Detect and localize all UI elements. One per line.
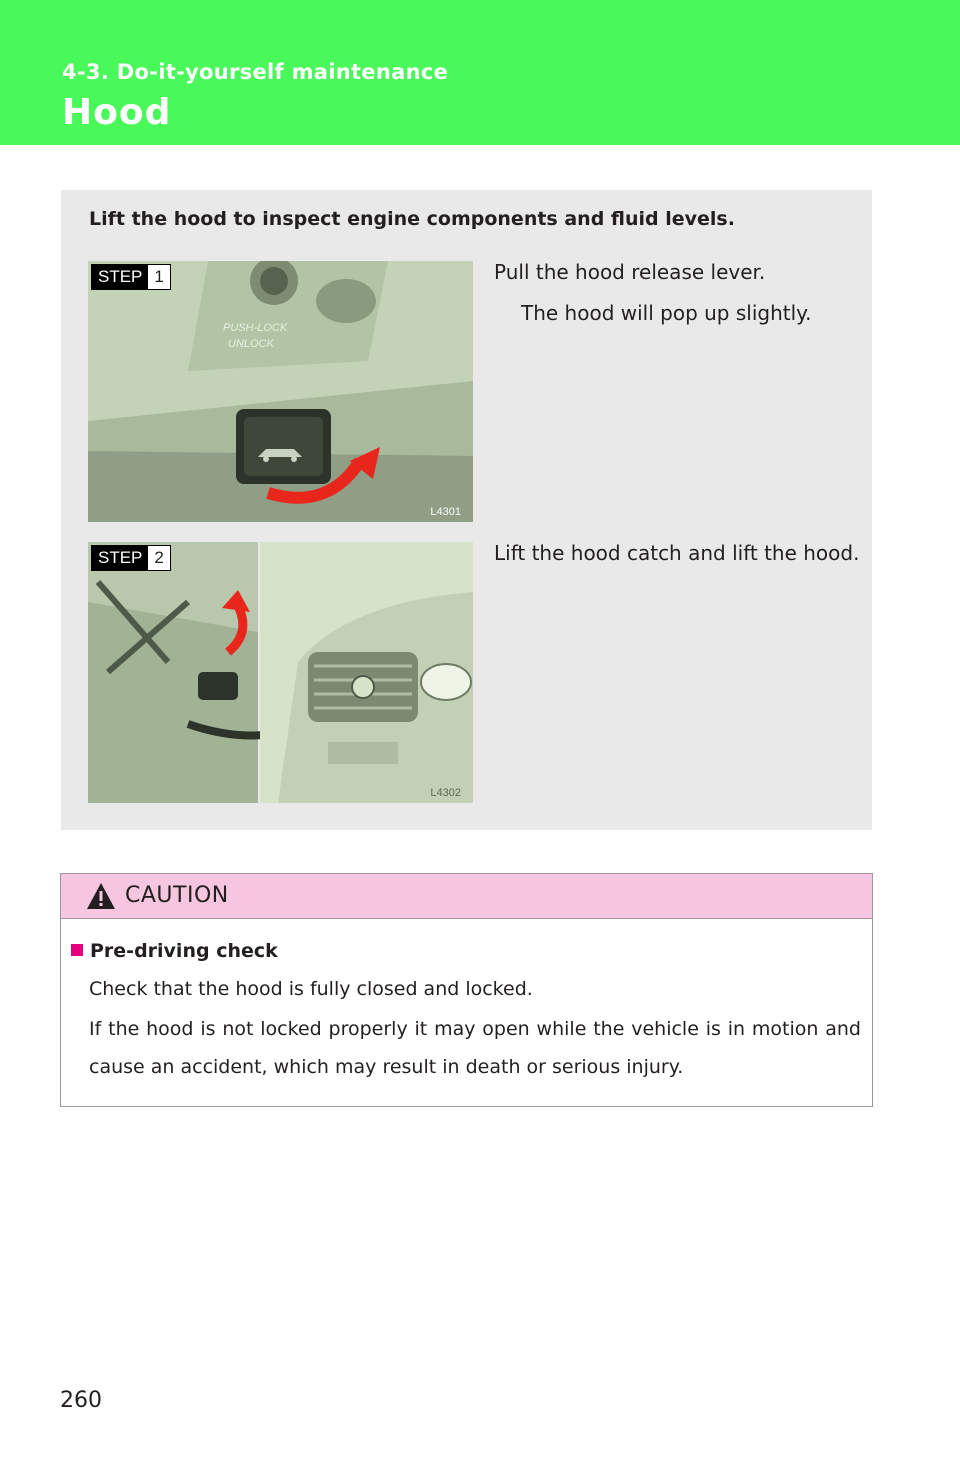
bullet-square-icon <box>71 944 83 956</box>
chapter-header <box>0 0 960 145</box>
step2-text: Lift the hood catch and lift the hood. <box>494 541 860 565</box>
photo-code: L4302 <box>430 787 461 799</box>
step-number: 2 <box>154 548 164 567</box>
photo-code: L4301 <box>430 506 461 518</box>
caution-line-2: If the hood is not locked properly it may open while the vehicle is in motion and cause an accident, which may result in death or serious injury. <box>89 1018 861 1078</box>
caution-title: CAUTION <box>125 883 229 908</box>
caution-item-title <box>71 940 278 962</box>
step-number: 1 <box>154 267 164 286</box>
step1-text: Pull the hood release lever. <box>494 260 766 284</box>
caution-item-title-text: Pre-driving check <box>90 940 278 962</box>
step1-note: The hood will pop up slightly. <box>521 301 812 325</box>
page-number: 260 <box>60 1388 102 1413</box>
step1-photo <box>88 261 473 522</box>
caution-header <box>61 874 872 919</box>
section-label: 4-3. Do-it-yourself maintenance <box>62 60 449 84</box>
procedure-box <box>61 190 872 830</box>
intro-text: Lift the hood to inspect engine components and fluid levels. <box>89 208 735 230</box>
step-word: STEP <box>92 265 148 289</box>
page-title: Hood <box>62 92 172 133</box>
step1-badge <box>91 264 171 290</box>
hood-catch-illustration <box>88 542 473 803</box>
push-lock-label: PUSH-LOCK <box>223 322 288 334</box>
caution-line-1: Check that the hood is fully closed and locked. <box>89 978 533 1000</box>
caution-box <box>60 873 873 1107</box>
warning-icon <box>86 882 116 910</box>
step2-badge <box>91 545 171 571</box>
hood-release-lever-illustration <box>88 261 473 522</box>
step2-photo <box>88 542 473 803</box>
step-word: STEP <box>92 546 148 570</box>
unlock-label: UNLOCK <box>228 338 274 350</box>
